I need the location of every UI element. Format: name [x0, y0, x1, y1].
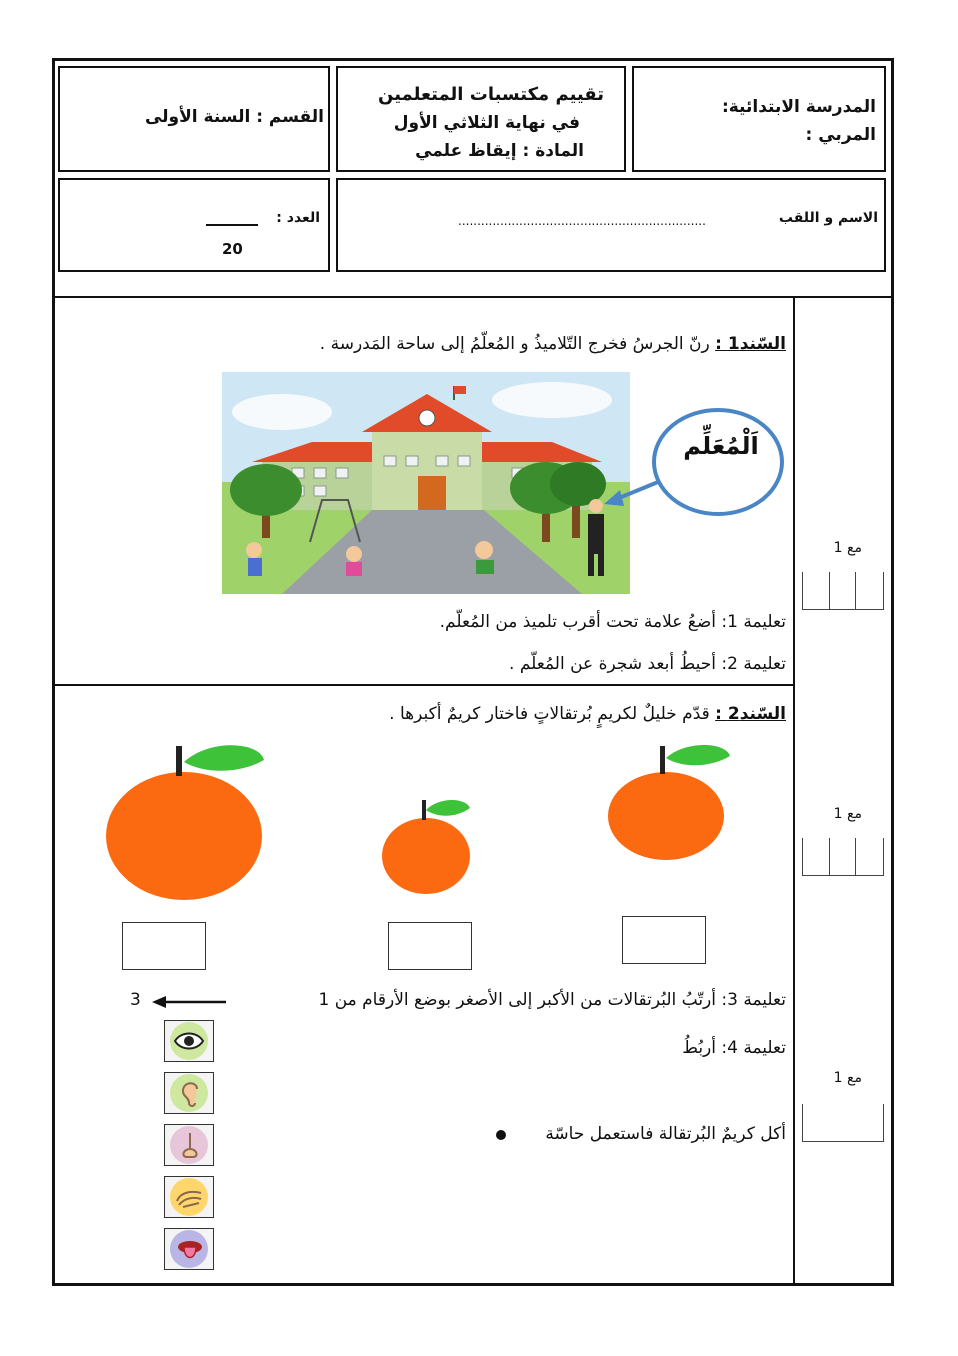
title-line1: تقييم مكتسبات المتعلمين [378, 84, 604, 105]
sense-ear[interactable] [164, 1072, 214, 1114]
name-label: الاسم و اللقب [778, 210, 878, 226]
hand-icon [173, 1185, 205, 1209]
sense-sentence: أكل كريمٌ البُرتقالة فاستعمل حاسّة [545, 1124, 786, 1144]
tongue-icon [175, 1237, 205, 1263]
section1-prompt [186, 332, 786, 356]
instruction-4: تعليمة 4: أربُطُ [682, 1038, 786, 1058]
title-line3: المادة : إيقاظ علمي [415, 141, 584, 161]
title-line2: في نهاية الثلاثي الأول [393, 113, 580, 133]
section2-prompt-head: السّند2 : [715, 704, 786, 724]
grade-fraction-line [206, 224, 258, 226]
school-illustration [222, 372, 630, 594]
instruction-2: تعليمة 2: أحيطُ أبعد شجرة عن المُعلّم . [509, 654, 786, 674]
class-box [58, 66, 330, 172]
section-divider [55, 684, 793, 686]
sense-tongue[interactable] [164, 1228, 214, 1270]
score-label-2: مع 1 [833, 806, 862, 822]
grade-total: 20 [222, 240, 243, 258]
class-label: القسم : السنة الأولى [144, 107, 324, 127]
arrow-left-icon [150, 994, 230, 1010]
score-box-1[interactable] [802, 572, 884, 610]
ear-icon [177, 1079, 203, 1109]
section1-prompt-head: السّند1 : [715, 334, 786, 354]
supervisor-label: المربي : [805, 125, 876, 145]
eye-icon [173, 1029, 205, 1053]
score-column-divider [793, 296, 795, 1284]
callout-text: اَلْمُعَلِّم [683, 432, 759, 460]
grade-box [58, 178, 330, 272]
teacher-callout [596, 404, 792, 528]
oranges-illustration [100, 738, 780, 908]
score-label-3: مع 1 [833, 1070, 862, 1086]
score-box-2[interactable] [802, 838, 884, 876]
school-box [632, 66, 886, 172]
rank-box-large[interactable] [122, 922, 206, 970]
nose-icon [177, 1131, 203, 1161]
grade-label: العدد : [276, 210, 320, 226]
sense-hand[interactable] [164, 1176, 214, 1218]
rank-box-small[interactable] [388, 922, 472, 970]
title-box [336, 66, 626, 172]
sense-nose[interactable] [164, 1124, 214, 1166]
score-box-3[interactable] [802, 1104, 884, 1142]
score-label-1: مع 1 [833, 540, 862, 556]
section1-prompt-text: رنّ الجرسُ فخرج التّلاميذُ و المُعلّمُ إلى ساحة المَدرسة . [319, 334, 710, 354]
link-dot[interactable] [496, 1130, 506, 1140]
name-field[interactable]: ................................................................. [458, 214, 706, 228]
school-label: المدرسة الابتدائية: [721, 97, 876, 117]
strip-line [55, 296, 891, 298]
instruction-3-end: 3 [130, 990, 141, 1010]
name-box [336, 178, 886, 272]
section2-prompt-text: قدّم خليلٌ لكريمٍ بُرتقالاتٍ فاختار كريمٌ أكبرها . [389, 704, 710, 724]
rank-box-medium[interactable] [622, 916, 706, 964]
section2-prompt [186, 702, 786, 726]
instruction-3: تعليمة 3: أرتّبُ البُرتقالات من الأكبر إلى الأصغر بوضع الأرقام من 1 [318, 990, 786, 1010]
instruction-1: تعليمة 1: أضعُ علامة تحت أقرب تلميذ من المُعلّم. [439, 612, 786, 632]
sense-eye[interactable] [164, 1020, 214, 1062]
